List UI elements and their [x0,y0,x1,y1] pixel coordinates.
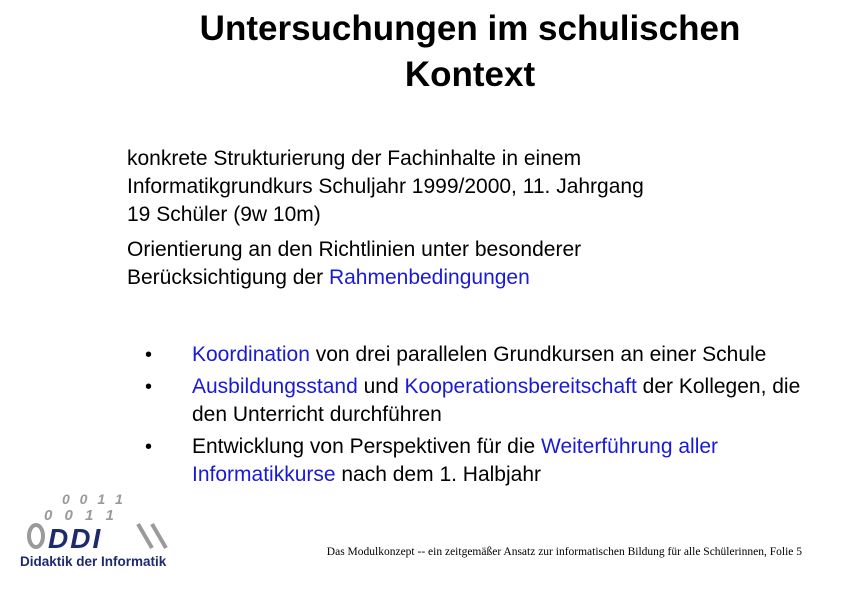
bullet-icon: • [145,376,153,398]
title-line-1: Untersuchungen im schulischen [199,9,741,48]
bullet-text: der Kollegen, die den Unterricht durchführen [192,375,801,426]
bullet-icon: • [145,344,153,366]
logo-caption: Didaktik der Informatik [20,554,167,569]
list-item [140,373,810,429]
list-item [140,341,810,369]
ausbildungsstand-link[interactable]: Ausbildungsstand [192,375,358,398]
weiterfuehrung-link[interactable]: Weiterführung aller Informatikkurse [192,435,719,486]
bullet-icon: • [145,436,153,458]
logo-slash-icon [152,524,166,548]
slide-title [120,6,820,98]
slide-footer: Das Modulkonzept -- ein zeitgemäßer Ansatz zur informatischen Bildung für alle Schülerinnen, Folie 5 [326,546,802,558]
bullet-text: Entwicklung von Perspektiven für die [192,435,542,458]
logo-slash-icon [138,524,152,548]
logo-binary-top: 0 0 1 1 [62,491,126,507]
logo-zero-icon [29,525,43,547]
intro-paragraph-1 [127,145,807,229]
list-item [140,433,810,489]
ddi-logo [18,490,182,572]
intro-line-1: konkrete Strukturierung der Fachinhalte in einem [127,147,582,170]
logo-letters: DDI [48,523,103,554]
intro-line-5-prefix: Berücksichtigung der [127,266,329,289]
intro-line-4: Orientierung an den Richtlinien unter besonderer [127,238,582,261]
intro-line-3: 19 Schüler (9w 10m) [127,203,321,226]
bullet-text: und [357,375,405,398]
intro-paragraph-2 [127,236,807,292]
intro-text [127,145,807,299]
bullet-text: von drei parallelen Grundkursen an einer Schule [309,343,767,366]
kooperationsbereitschaft-link[interactable]: Kooperationsbereitschaft [404,375,637,398]
intro-line-2: Informatikgrundkurs Schuljahr 1999/2000, 11. Jahrgang [127,175,644,198]
koordination-link[interactable]: Koordination [192,343,310,366]
logo-binary-mid: 0 0 1 1 [44,507,118,524]
bullet-text: nach dem 1. Halbjahr [335,463,541,486]
title-line-2: Kontext [404,55,536,94]
rahmenbedingungen-link[interactable]: Rahmenbedingungen [328,266,530,289]
bullet-list [140,341,810,493]
